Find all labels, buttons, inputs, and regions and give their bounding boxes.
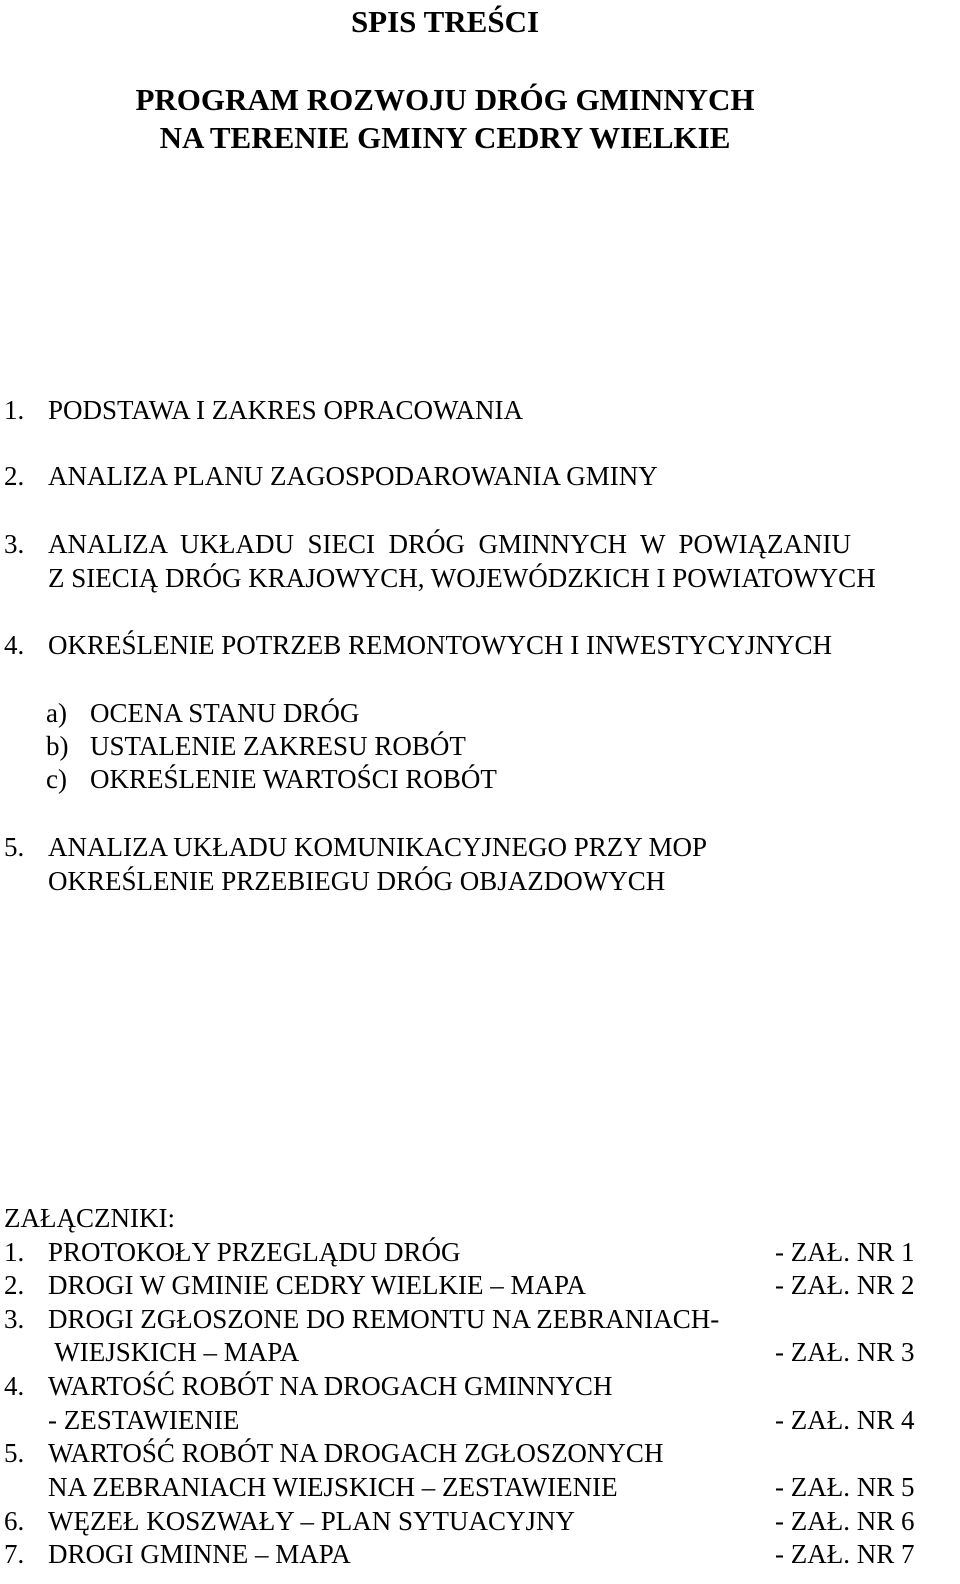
attachment-title: DROGI W GMINIE CEDRY WIELKIE – MAPA <box>48 1270 586 1300</box>
attachment-title: WĘZEŁ KOSZWAŁY – PLAN SYTUACYJNY <box>48 1506 575 1536</box>
section-title: ANALIZA UKŁADU KOMUNIKACYJNEGO PRZY MOP <box>48 832 707 862</box>
subsection-letter: b) <box>46 731 69 761</box>
attachment-title: WARTOŚĆ ROBÓT NA DROGACH GMINNYCH <box>48 1371 613 1401</box>
attachment-ref: - ZAŁ. NR 7 <box>775 1539 915 1569</box>
attachment-ref: - ZAŁ. NR 4 <box>775 1405 915 1435</box>
section-number: 5. <box>4 832 25 862</box>
section-title-continued: Z SIECIĄ DRÓG KRAJOWYCH, WOJEWÓDZKICH I POWIATOWYCH <box>48 563 876 593</box>
attachment-ref: - ZAŁ. NR 1 <box>775 1237 915 1267</box>
section-number: 3. <box>4 529 25 559</box>
attachment-number: 5. <box>4 1438 25 1468</box>
attachments-heading-label: ZAŁĄCZNIKI: <box>4 1203 175 1233</box>
attachment-title: DROGI GMINNE – MAPA <box>48 1539 351 1569</box>
section-title: ANALIZA UKŁADU SIECI DRÓG GMINNYCH W POWIĄZANIU <box>48 529 851 559</box>
section-number: 1. <box>4 395 25 425</box>
program-title-line-2: NA TERENIE GMINY CEDRY WIELKIE <box>159 120 731 155</box>
attachment-number: 3. <box>4 1304 25 1334</box>
attachment-number: 6. <box>4 1506 25 1536</box>
section-title: OKREŚLENIE POTRZEB REMONTOWYCH I INWESTYCYJNYCH <box>48 630 832 660</box>
section-title: PODSTAWA I ZAKRES OPRACOWANIA <box>48 395 523 425</box>
section-number: 2. <box>4 461 25 491</box>
attachment-title-continued: WIEJSKICH – MAPA <box>48 1337 300 1367</box>
subsection-letter: a) <box>46 698 67 728</box>
attachment-title: DROGI ZGŁOSZONE DO REMONTU NA ZEBRANIACH- <box>48 1304 720 1334</box>
attachment-number: 7. <box>4 1539 25 1569</box>
attachment-ref: - ZAŁ. NR 6 <box>775 1506 915 1536</box>
attachment-ref: - ZAŁ. NR 3 <box>775 1337 915 1367</box>
attachment-number: 1. <box>4 1237 25 1267</box>
subsection-title: USTALENIE ZAKRESU ROBÓT <box>90 731 466 761</box>
attachment-number: 4. <box>4 1371 25 1401</box>
section-number: 4. <box>4 630 25 660</box>
toc-title: SPIS TREŚCI <box>350 4 540 39</box>
attachment-number: 2. <box>4 1270 25 1300</box>
attachment-title-continued: - ZESTAWIENIE <box>48 1405 240 1435</box>
program-title-line-1: PROGRAM ROZWOJU DRÓG GMINNYCH <box>135 82 755 117</box>
section-title-continued: OKREŚLENIE PRZEBIEGU DRÓG OBJAZDOWYCH <box>48 866 666 896</box>
attachment-title: PROTOKOŁY PRZEGLĄDU DRÓG <box>48 1237 461 1267</box>
subsection-letter: c) <box>46 764 67 794</box>
section-title: ANALIZA PLANU ZAGOSPODAROWANIA GMINY <box>48 461 658 491</box>
attachment-ref: - ZAŁ. NR 5 <box>775 1472 915 1502</box>
attachment-title-continued: NA ZEBRANIACH WIEJSKICH – ZESTAWIENIE <box>48 1472 618 1502</box>
subsection-title: OCENA STANU DRÓG <box>90 698 360 728</box>
subsection-title: OKREŚLENIE WARTOŚCI ROBÓT <box>90 764 497 794</box>
attachment-title: WARTOŚĆ ROBÓT NA DROGACH ZGŁOSZONYCH <box>48 1438 664 1468</box>
attachment-ref: - ZAŁ. NR 2 <box>775 1270 915 1300</box>
